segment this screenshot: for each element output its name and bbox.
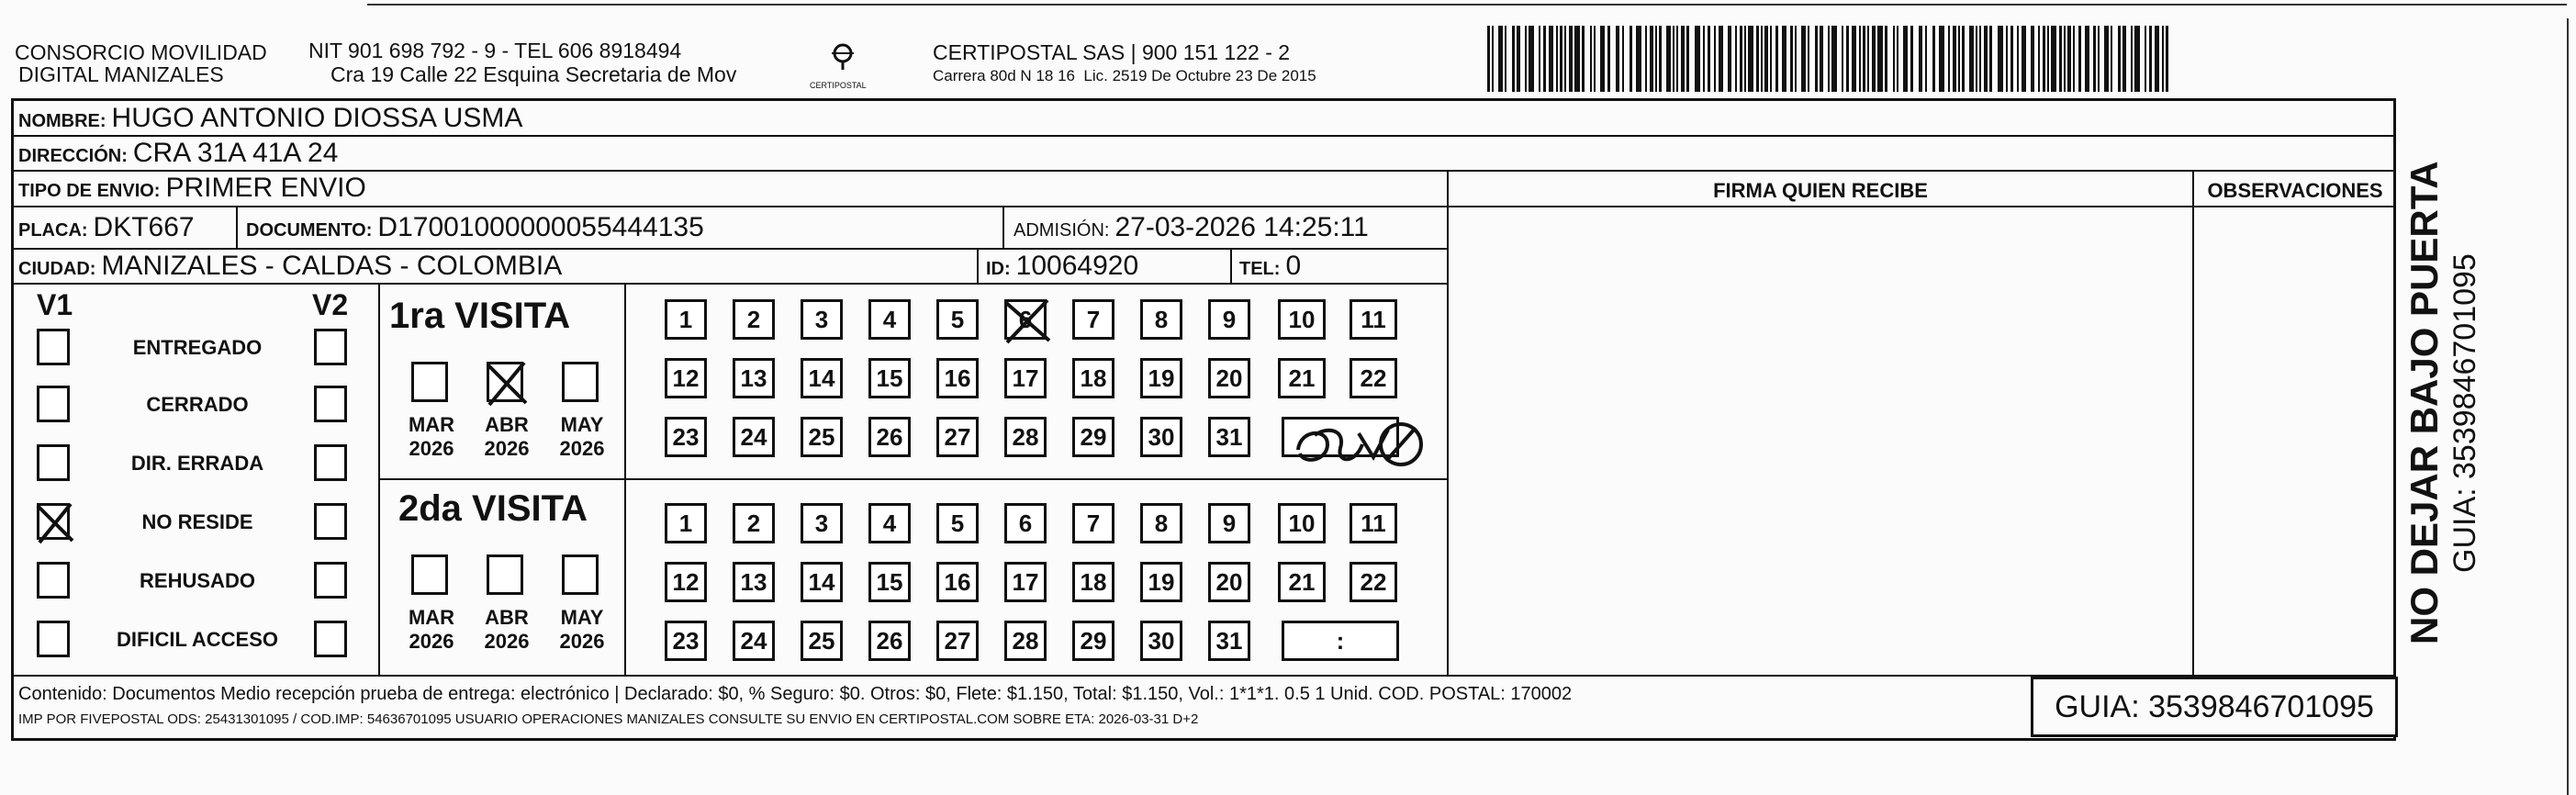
status-label: DIFICIL ACCESO [116, 628, 278, 651]
barcode-bar [1790, 26, 1793, 92]
barcode-bar [2017, 26, 2019, 92]
month-checkbox[interactable] [411, 362, 448, 402]
barcode-bar [2166, 26, 2168, 92]
month-label [398, 413, 465, 461]
v1-checkbox[interactable] [37, 444, 70, 481]
direccion-label: DIRECCIÓN: [18, 146, 128, 166]
admision-field [1014, 212, 1369, 246]
barcode-bar [1775, 26, 1778, 92]
day-box[interactable]: 3 [801, 299, 843, 340]
barcode-bar [1925, 26, 1927, 92]
column-divider [977, 248, 979, 283]
carrier-line: CERTIPOSTAL SAS | 900 151 122 - 2 [933, 40, 1291, 64]
barcode-bar [1872, 26, 1876, 92]
no-dejar-bajo-puerta: NO DEJAR BAJO PUERTA [2402, 161, 2446, 644]
barcode-bar [1525, 26, 1527, 92]
barcode-bar [2131, 26, 2133, 92]
nombre-field [18, 103, 522, 137]
barcode-bar [1979, 26, 1981, 92]
barcode-bar [1574, 26, 1580, 92]
month-name: MAR [408, 413, 455, 436]
month-checkbox[interactable] [487, 554, 523, 595]
barcode-bar [1976, 26, 1977, 92]
barcode-bar [1859, 26, 1861, 92]
barcode-bar [1650, 26, 1653, 92]
day-box[interactable]: 3 [801, 503, 843, 543]
row-divider [378, 478, 1449, 480]
visit1-title: 1ra VISITA [389, 296, 571, 336]
barcode-bar [1607, 26, 1610, 92]
month-name: MAR [408, 606, 455, 629]
day-box[interactable]: 23 [665, 417, 707, 457]
barcode-bar [1744, 26, 1746, 92]
day-box[interactable]: 21 [1278, 358, 1326, 398]
barcode-bar [1487, 26, 1490, 92]
placa-field [18, 212, 195, 246]
barcode-bar [1748, 26, 1753, 92]
barcode-bar [1686, 26, 1689, 92]
barcode-bar [1616, 26, 1619, 92]
day-box[interactable]: 9 [1208, 299, 1250, 340]
day-box[interactable]: 20 [1208, 562, 1250, 602]
day-box[interactable]: 7 [1072, 503, 1114, 543]
barcode-bar [2031, 26, 2034, 92]
firma-header: FIRMA QUIEN RECIBE [1713, 179, 1928, 202]
admision-value: 27-03-2026 14:25:11 [1114, 212, 1369, 242]
barcode-bar [1939, 26, 1944, 92]
barcode-bar [1764, 26, 1768, 92]
status-label: CERRADO [146, 393, 249, 416]
day-box[interactable]: 4 [868, 503, 911, 543]
barcode-bar [1666, 26, 1671, 92]
status-label: REHUSADO [140, 569, 255, 592]
time-box[interactable] [1282, 417, 1399, 457]
barcode-bar [1529, 26, 1534, 92]
barcode-bar [1903, 26, 1908, 92]
column-divider [236, 207, 238, 248]
day-box[interactable]: 14 [801, 358, 843, 398]
barcode-bar [1831, 26, 1837, 92]
barcode-bar [1820, 26, 1823, 92]
barcode-bar [1782, 26, 1786, 92]
barcode-bar [1498, 26, 1503, 92]
day-box[interactable]: 22 [1350, 562, 1397, 602]
day-box[interactable]: 15 [868, 562, 911, 602]
barcode-bar [1828, 26, 1830, 92]
barcode-bar [2047, 26, 2049, 92]
observations-area[interactable] [2196, 207, 2394, 673]
ciudad-label: CIUDAD: [18, 259, 96, 279]
barcode-bar [2162, 26, 2164, 92]
month-label [398, 606, 465, 654]
time-box[interactable]: : [1282, 621, 1399, 661]
day-box[interactable]: 16 [936, 358, 979, 398]
barcode-bar [1719, 26, 1723, 92]
month-label [549, 606, 615, 654]
barcode-bar [2149, 26, 2152, 92]
day-box[interactable]: 29 [1072, 417, 1114, 457]
row-divider [11, 170, 2396, 172]
month-year: 2026 [559, 630, 605, 653]
month-year: 2026 [559, 437, 605, 460]
barcode-bar [1910, 26, 1913, 92]
day-box[interactable]: 6 [1004, 503, 1047, 543]
barcode-bar [2093, 26, 2096, 92]
day-box[interactable]: 20 [1208, 358, 1250, 398]
check-x-icon [1003, 298, 1051, 344]
barcode-bar [1622, 26, 1624, 92]
tipo-envio-field [18, 173, 366, 207]
day-box[interactable]: 27 [936, 417, 979, 457]
direccion-value: CRA 31A 41A 24 [132, 138, 339, 168]
column-divider [2192, 170, 2194, 675]
v1-title: V1 [37, 288, 73, 321]
barcode-bar [2059, 26, 2062, 92]
ciudad-field [18, 251, 562, 285]
barcode-bar [1877, 26, 1883, 92]
barcode-bar [1549, 26, 1553, 92]
month-year: 2026 [409, 630, 454, 653]
barcode-bar [1815, 26, 1818, 92]
month-name: MAY [560, 413, 604, 436]
barcode-bar [1505, 26, 1506, 92]
barcode-bar [1594, 26, 1596, 92]
barcode-bar [2073, 26, 2075, 92]
day-box[interactable]: 2 [733, 503, 775, 543]
day-box[interactable]: 25 [801, 621, 843, 661]
barcode-bar [1735, 26, 1737, 92]
day-box[interactable]: 6 [1004, 299, 1047, 340]
day-box[interactable]: 16 [936, 562, 979, 602]
barcode-bar [1761, 26, 1763, 92]
placa-label: PLACA: [18, 220, 88, 241]
barcode-bar [1569, 26, 1573, 92]
barcode-bar [2006, 26, 2008, 92]
barcode-bar [1708, 26, 1710, 92]
tracking-barcode [1487, 26, 2170, 92]
barcode-bar [1998, 26, 2003, 92]
check-x-icon [486, 361, 528, 407]
month-checkbox[interactable] [487, 362, 523, 402]
barcode-bar [1659, 26, 1662, 92]
barcode-bar [1897, 26, 1898, 92]
day-box[interactable]: 28 [1004, 621, 1047, 661]
barcode-bar [1953, 26, 1956, 92]
barcode-bar [1539, 26, 1540, 92]
logo-caption: CERTIPOSTAL [810, 81, 867, 90]
barcode-bar [1867, 26, 1869, 92]
v1-checkbox[interactable] [37, 621, 70, 657]
page-edge-top [367, 4, 2567, 6]
barcode-bar [1893, 26, 1895, 92]
day-box[interactable]: 8 [1140, 299, 1182, 340]
day-box[interactable]: 7 [1072, 299, 1114, 340]
barcode-bar [1842, 26, 1843, 92]
day-box[interactable]: 29 [1072, 621, 1114, 661]
status-label: DIR. ERRADA [130, 452, 264, 475]
direccion-field [18, 138, 338, 172]
barcode-bar [2085, 26, 2089, 92]
check-x-icon [36, 502, 74, 544]
barcode-bar [1517, 26, 1520, 92]
month-label [474, 413, 540, 461]
tipo-envio-label: TIPO DE ENVIO: [18, 181, 161, 201]
barcode-bar [1714, 26, 1716, 92]
barcode-bar [2038, 26, 2040, 92]
imp-line: IMP POR FIVEPOSTAL ODS: 25431301095 / COD.IMP: 54636701095 USUARIO OPERACIONES MANIZALES CONSULTE SU ENVIO EN CERTIPOSTAL.COM SOBRE ETA: 2026-03-31 D+2 [18, 711, 1199, 727]
barcode-bar [1543, 26, 1546, 92]
barcode-bar [1645, 26, 1647, 92]
documento-value: D17001000000055444135 [377, 212, 704, 242]
barcode-bar [1770, 26, 1772, 92]
barcode-bar [1984, 26, 1988, 92]
nit-line: NIT 901 698 792 - 9 - TEL 606 8918494 [308, 39, 682, 62]
v2-checkbox[interactable] [314, 562, 347, 599]
barcode-bar [2078, 26, 2081, 92]
barcode-bar [1590, 26, 1592, 92]
day-box[interactable]: 31 [1208, 621, 1250, 661]
day-box[interactable]: 19 [1140, 358, 1182, 398]
month-year: 2026 [409, 437, 454, 460]
month-label [549, 413, 615, 461]
column-divider [1230, 248, 1232, 283]
day-box[interactable]: 21 [1278, 562, 1326, 602]
v1-checkbox[interactable] [37, 329, 70, 365]
day-box[interactable]: 31 [1208, 417, 1250, 457]
company-name-line1: CONSORCIO MOVILIDAD [15, 40, 267, 64]
status-label: ENTREGADO [132, 336, 263, 359]
v1-checkbox[interactable] [37, 562, 70, 599]
admision-label: ADMISIÓN: [1014, 220, 1110, 241]
barcode-bar [1863, 26, 1865, 92]
day-box[interactable]: 12 [665, 358, 707, 398]
barcode-bar [1492, 26, 1494, 92]
barcode-bar [1630, 26, 1632, 92]
day-box[interactable]: 13 [733, 562, 775, 602]
day-box[interactable]: 26 [868, 417, 911, 457]
month-year: 2026 [484, 630, 530, 653]
company-name-line2: DIGITAL MANIZALES [18, 62, 224, 86]
ciudad-value: MANIZALES - CALDAS - COLOMBIA [101, 251, 563, 281]
barcode-bar [1989, 26, 1992, 92]
barcode-bar [2043, 26, 2045, 92]
day-box[interactable]: 1 [665, 503, 707, 543]
barcode-bar [1969, 26, 1974, 92]
visit2-title: 2da VISITA [398, 488, 588, 529]
carrier-address: Carrera 80d N 18 16 Lic. 2519 De Octubre 23 De 2015 [933, 67, 1316, 84]
tel-field [1239, 251, 1301, 285]
barcode-bar [1846, 26, 1849, 92]
day-box[interactable]: 22 [1350, 358, 1397, 398]
day-box[interactable]: 1 [665, 299, 707, 340]
day-box[interactable]: 18 [1072, 358, 1114, 398]
month-name: ABR [485, 606, 529, 629]
page-edge [2567, 18, 2569, 795]
day-box[interactable]: 15 [868, 358, 911, 398]
nombre-value: HUGO ANTONIO DIOSSA USMA [111, 103, 523, 133]
barcode-bar [1919, 26, 1922, 92]
month-name: ABR [485, 413, 529, 436]
barcode-bar [1681, 26, 1685, 92]
tipo-envio-value: PRIMER ENVIO [165, 173, 366, 203]
barcode-bar [2064, 26, 2066, 92]
day-box[interactable]: 2 [733, 299, 775, 340]
month-name: MAY [560, 606, 604, 629]
barcode-bar [2022, 26, 2026, 92]
barcode-bar [1673, 26, 1674, 92]
day-box[interactable]: 24 [733, 621, 775, 661]
day-box[interactable]: 5 [936, 503, 979, 543]
barcode-bar [1958, 26, 1960, 92]
barcode-bar [2104, 26, 2109, 92]
day-box[interactable]: 4 [868, 299, 911, 340]
barcode-bar [1636, 26, 1641, 92]
day-box[interactable]: 13 [733, 358, 775, 398]
day-box[interactable]: 17 [1004, 358, 1047, 398]
month-checkbox[interactable] [562, 554, 599, 595]
day-box[interactable]: 30 [1140, 417, 1182, 457]
day-box[interactable]: 30 [1140, 621, 1182, 661]
v2-checkbox[interactable] [314, 621, 347, 657]
barcode-bar [1560, 26, 1562, 92]
column-divider [378, 283, 380, 675]
barcode-bar [1728, 26, 1731, 92]
barcode-bar [1655, 26, 1657, 92]
barcode-bar [1676, 26, 1678, 92]
status-label: NO RESIDE [141, 510, 253, 533]
id-value: 10064920 [1015, 251, 1139, 281]
side-guia: GUIA: 3539846701095 [2447, 253, 2482, 573]
month-year: 2026 [484, 437, 530, 460]
row-divider [11, 248, 1449, 250]
barcode-bar [1556, 26, 1558, 92]
v2-title: V2 [312, 288, 349, 321]
day-box[interactable]: 23 [665, 621, 707, 661]
day-box[interactable]: 8 [1140, 503, 1182, 543]
v1-checkbox[interactable] [37, 503, 70, 540]
barcode-bar [2010, 26, 2013, 92]
barcode-bar [2145, 26, 2146, 92]
day-box[interactable]: 12 [665, 562, 707, 602]
barcode-bar [1808, 26, 1809, 92]
barcode-bar [2134, 26, 2140, 92]
day-box[interactable]: 26 [868, 621, 911, 661]
documento-label: DOCUMENTO: [246, 220, 373, 241]
day-box[interactable]: 11 [1350, 503, 1397, 543]
month-label [474, 606, 540, 654]
day-box[interactable]: 24 [733, 417, 775, 457]
id-field [986, 251, 1138, 285]
day-box[interactable]: 25 [801, 417, 843, 457]
v2-checkbox[interactable] [314, 503, 347, 540]
barcode-bar [1801, 26, 1806, 92]
barcode-bar [1695, 26, 1700, 92]
column-divider [1447, 170, 1449, 675]
documento-field [246, 212, 704, 246]
signature-area[interactable] [1450, 207, 2190, 673]
day-box[interactable]: 19 [1140, 562, 1182, 602]
barcode-bar [1600, 26, 1605, 92]
month-checkbox[interactable] [411, 554, 448, 595]
v2-checkbox[interactable] [314, 386, 347, 422]
contenido-line: Contenido: Documentos Medio recepción prueba de entrega: electrónico | Declarado: $0, % Seguro: $0. Otros: $0, Flete: $1.150, Total: $1.150, Vol.: 1*1*1. 0.5 1 Unid. COD. POSTAL: 170002 [18, 684, 1573, 704]
sender-address: Cra 19 Calle 22 Esquina Secretaria de Mov [330, 62, 737, 86]
id-label: ID: [986, 259, 1011, 279]
barcode-bar [1512, 26, 1515, 92]
barcode-bar [1756, 26, 1759, 92]
barcode-bar [2155, 26, 2159, 92]
barcode-bar [2122, 26, 2126, 92]
barcode-bar [1948, 26, 1950, 92]
barcode-bar [1852, 26, 1856, 92]
barcode-bar [1703, 26, 1705, 92]
barcode-bar [1795, 26, 1797, 92]
tel-label: TEL: [1239, 259, 1281, 279]
day-box[interactable]: 18 [1072, 562, 1114, 602]
day-box[interactable]: 17 [1004, 562, 1047, 602]
day-box[interactable]: 10 [1278, 503, 1326, 543]
day-box[interactable]: 14 [801, 562, 843, 602]
guia-box: GUIA: 3539846701095 [2031, 677, 2398, 737]
day-box[interactable]: 28 [1004, 417, 1047, 457]
nombre-label: NOMBRE: [18, 111, 106, 131]
barcode-bar [2067, 26, 2071, 92]
v2-checkbox[interactable] [314, 329, 347, 365]
column-divider [624, 283, 626, 675]
barcode-bar [2098, 26, 2100, 92]
day-box[interactable]: 10 [1278, 299, 1326, 340]
barcode-bar [1564, 26, 1566, 92]
day-box[interactable]: 11 [1350, 299, 1397, 340]
barcode-bar [1962, 26, 1965, 92]
tel-value: 0 [1285, 251, 1302, 281]
observaciones-header: OBSERVACIONES [2207, 179, 2383, 202]
placa-value: DKT667 [93, 212, 195, 242]
barcode-bar [1740, 26, 1742, 92]
barcode-bar [1885, 26, 1887, 92]
v2-checkbox[interactable] [314, 444, 347, 481]
v1-checkbox[interactable] [37, 386, 70, 422]
day-box[interactable]: 9 [1208, 503, 1250, 543]
barcode-bar [1932, 26, 1935, 92]
barcode-bar [2111, 26, 2112, 92]
barcode-bar [1582, 26, 1585, 92]
month-checkbox[interactable] [562, 362, 599, 402]
column-divider [1002, 207, 1004, 248]
barcode-bar [2051, 26, 2056, 92]
barcode-bar [2118, 26, 2121, 92]
day-box[interactable]: 5 [936, 299, 979, 340]
day-box[interactable]: 27 [936, 621, 979, 661]
